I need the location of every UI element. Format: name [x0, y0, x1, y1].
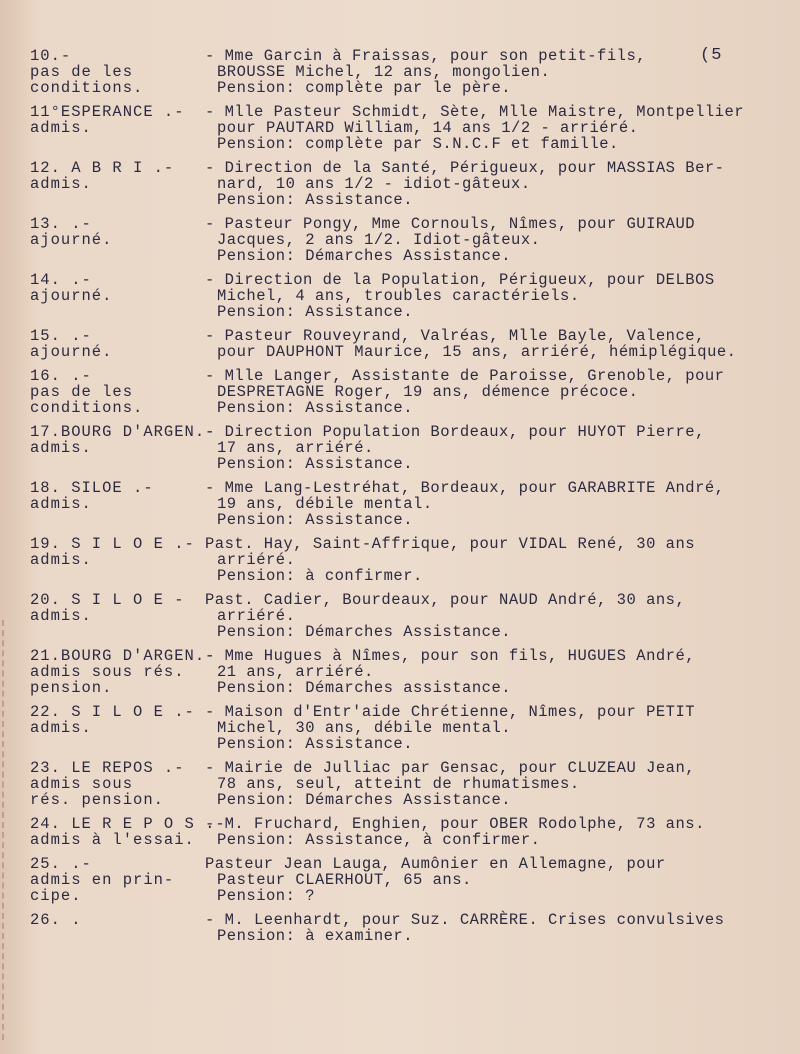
entry-text-line: 17 ans, arriéré.	[217, 439, 374, 457]
entry-text-line: - Mlle Pasteur Schmidt, Sète, Mlle Maistre, Montpellier	[205, 103, 745, 121]
entry-number: 14. .-	[30, 271, 92, 289]
entry-text-line: - Mme Garcin à Fraissas, pour son petit-fils,	[205, 47, 647, 65]
entry-pension: Pension: Démarches Assistance.	[217, 623, 512, 641]
entry-details	[205, 328, 790, 360]
entry-pension: Pension: Assistance.	[217, 191, 414, 209]
entry-number: 25. .-	[30, 855, 92, 873]
entry-text-line: Michel, 30 ans, débile mental.	[217, 719, 512, 737]
entry-text-line: - Maison d'Entr'aide Chrétienne, Nîmes, pour PETIT	[205, 703, 696, 721]
entry-details	[205, 648, 790, 696]
entry-text-line: - Pasteur Rouveyrand, Valréas, Mlle Bayle, Valence,	[205, 327, 705, 345]
entry-details	[205, 704, 790, 752]
entry-text-line: Jacques, 2 ans 1/2. Idiot-gâteux.	[217, 231, 541, 249]
entry-status: admis.	[30, 439, 92, 457]
entry-number: 16. .-	[30, 367, 92, 385]
entry-text-line: Past. Hay, Saint-Affrique, pour VIDAL René, 30 ans	[205, 535, 696, 553]
entry-status-column	[30, 480, 190, 512]
entry-text-line: - Direction de la Population, Périgueux, pour DELBOS	[205, 271, 715, 289]
entry-status: admis.	[30, 551, 92, 569]
entry-number: 13. .-	[30, 215, 92, 233]
entry-status-column	[30, 48, 190, 96]
entry-status: pas de les	[30, 383, 134, 401]
entry-status: admis.	[30, 119, 92, 137]
entry-text-line: Michel, 4 ans, troubles caractériels.	[217, 287, 580, 305]
entry-text-line: Past. Cadier, Bourdeaux, pour NAUD André, 30 ans,	[205, 591, 686, 609]
entry-status-column	[30, 328, 190, 360]
entry-details	[205, 592, 790, 640]
entry-status-column	[30, 104, 190, 136]
perforation-edge	[2, 620, 12, 1040]
entry-text-line: Pasteur CLAERHOUT, 65 ans.	[217, 871, 472, 889]
entry-status: ajourné.	[30, 343, 113, 361]
entry-text-line: nard, 10 ans 1/2 - idiot-gâteux.	[217, 175, 531, 193]
entry-details	[205, 104, 790, 152]
entry-status: pension.	[30, 679, 113, 697]
entry-pension: Pension: à examiner.	[217, 927, 414, 945]
entry-text-line: Pasteur Jean Lauga, Aumônier en Allemagne, pour	[205, 855, 666, 873]
entry-text-line: arriéré.	[217, 551, 296, 569]
entry-number: 22. S I L O E .-	[30, 703, 195, 721]
entry-status-column	[30, 760, 190, 808]
entry-text-line: 78 ans, seul, atteint de rhumatismes.	[217, 775, 580, 793]
entry-text-line: 19 ans, débile mental.	[217, 495, 433, 513]
entry-pension: Pension: Assistance, à confirmer.	[217, 831, 541, 849]
entry-status-column	[30, 272, 190, 304]
entry-status-column	[30, 703, 195, 737]
entry-text-line: DESPRETAGNE Roger, 19 ans, démence précoce.	[217, 383, 639, 401]
entry-status-column	[30, 912, 190, 928]
entry-number: 26. .	[30, 911, 82, 929]
entry-details	[205, 368, 790, 416]
entry-number: 24. LE R E P O S .-	[30, 815, 226, 833]
entry-pension: Pension: Démarches Assistance.	[217, 247, 512, 265]
entry-status: ajourné.	[30, 231, 113, 249]
entry-number: 23. LE REPOS .-	[30, 759, 185, 777]
entry-status-column	[30, 647, 216, 697]
entry-details	[205, 816, 790, 848]
entry-status: admis.	[30, 719, 92, 737]
entry-text-line: - Mme Lang-Lestréhat, Bordeaux, pour GARABRITE André,	[205, 479, 725, 497]
entry-pension: Pension: Démarches assistance.	[217, 679, 512, 697]
entry-text-line: - Pasteur Pongy, Mme Cornouls, Nîmes, pour GUIRAUD	[205, 215, 696, 233]
entry-number: 12. A B R I .-	[30, 159, 175, 177]
entry-pension: Pension: complète par le père.	[217, 79, 512, 97]
entry-text-line: pour PAUTARD William, 14 ans 1/2 - arriéré.	[217, 119, 639, 137]
entry-text-line: - Direction Population Bordeaux, pour HUYOT Pierre,	[205, 423, 705, 441]
entry-details	[205, 480, 790, 528]
entry-status: cipe.	[30, 887, 82, 905]
entry-status-column	[30, 856, 190, 904]
entry-status: admis.	[30, 175, 92, 193]
entry-status: admis sous rés.	[30, 663, 185, 681]
entry-details	[205, 48, 790, 96]
entry-status: admis en prin-	[30, 871, 175, 889]
entry-text-line: BROUSSE Michel, 12 ans, mongolien.	[217, 63, 551, 81]
entry-text-line: - Direction de la Santé, Périgueux, pour MASSIAS Ber-	[205, 159, 725, 177]
entry-text-line: - Mairie de Julliac par Gensac, pour CLUZEAU Jean,	[205, 759, 696, 777]
entry-details	[205, 912, 790, 944]
entry-text-line: pour DAUPHONT Maurice, 15 ans, arriéré, hémiplégique.	[217, 343, 737, 361]
entry-status-column	[30, 423, 216, 457]
entry-details	[205, 424, 790, 472]
entry-pension: Pension: Assistance.	[217, 455, 414, 473]
entry-status: admis sous	[30, 775, 134, 793]
entry-number: 17.BOURG D'ARGEN.-	[30, 423, 216, 441]
entry-pension: Pension: à confirmer.	[217, 567, 423, 585]
entry-status-column	[30, 535, 195, 569]
entry-details	[205, 272, 790, 320]
entry-number: 20. S I L O E -	[30, 591, 185, 609]
entry-status: admis.	[30, 607, 92, 625]
entry-pension: Pension: Assistance.	[217, 303, 414, 321]
entry-pension: Pension: Démarches Assistance.	[217, 791, 512, 809]
entry-number: 18. SILOE .-	[30, 479, 154, 497]
entry-status: conditions.	[30, 79, 144, 97]
entry-details	[205, 160, 790, 208]
entry-text-line: - Mlle Langer, Assistante de Paroisse, Grenoble, pour	[205, 367, 725, 385]
entry-text-line: - M. Fruchard, Enghien, pour OBER Rodolphe, 73 ans.	[205, 815, 705, 833]
entry-number: 11°ESPERANCE .-	[30, 103, 185, 121]
entry-status-column	[30, 815, 226, 849]
entry-pension: Pension: Assistance.	[217, 735, 414, 753]
entry-status: ajourné.	[30, 287, 113, 305]
entry-details	[205, 856, 790, 904]
entry-number: 15. .-	[30, 327, 92, 345]
entry-number: 21.BOURG D'ARGEN.-	[30, 647, 216, 665]
entry-details	[205, 216, 790, 264]
entry-text-line: 21 ans, arriéré.	[217, 663, 374, 681]
entry-number: 19. S I L O E .-	[30, 535, 195, 553]
entry-text-line: arriéré.	[217, 607, 296, 625]
entry-status-column	[30, 160, 190, 192]
entry-status: conditions.	[30, 399, 144, 417]
entry-pension: Pension: ?	[217, 887, 316, 905]
entry-status-column	[30, 368, 190, 416]
page-number: (5	[700, 46, 723, 65]
entry-status: admis à l'essai.	[30, 831, 195, 849]
entry-pension: Pension: Assistance.	[217, 511, 414, 529]
entry-number: 10.-	[30, 47, 72, 65]
entry-text-line: - Mme Hugues à Nîmes, pour son fils, HUGUES André,	[205, 647, 696, 665]
entry-status: admis.	[30, 495, 92, 513]
entry-pension: Pension: Assistance.	[217, 399, 414, 417]
entry-pension: Pension: complète par S.N.C.F et famille.	[217, 135, 619, 153]
entry-details	[205, 536, 790, 584]
entry-details	[205, 760, 790, 808]
entry-status: rés. pension.	[30, 791, 164, 809]
entry-status-column	[30, 216, 190, 248]
entry-status: pas de les	[30, 63, 134, 81]
entry-text-line: - M. Leenhardt, pour Suz. CARRÈRE. Crises convulsives	[205, 911, 725, 929]
entry-status-column	[30, 592, 190, 624]
